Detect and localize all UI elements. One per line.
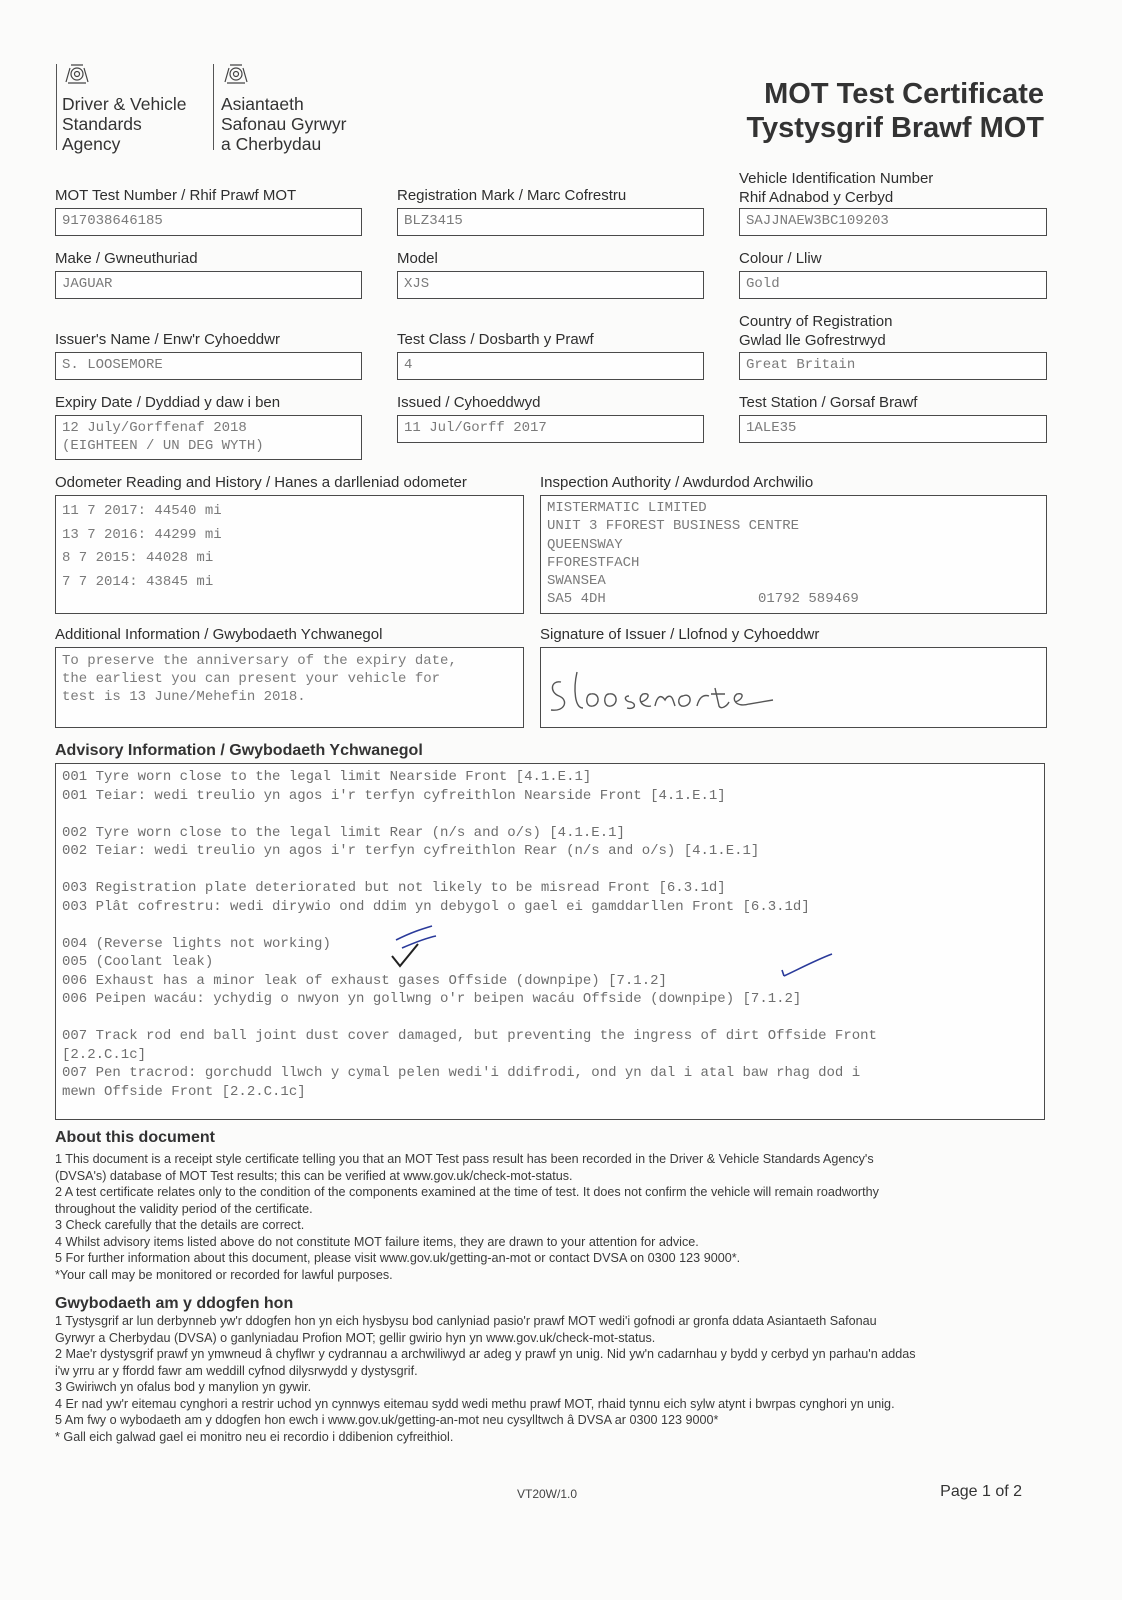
expiry-words: (EIGHTEEN / UN DEG WYTH) (62, 438, 264, 454)
agency-en-line1: Driver & Vehicle (62, 94, 187, 114)
inspection-line: QUEENSWAY (547, 536, 623, 553)
page-number: Page 1 of 2 (940, 1483, 1022, 1500)
agency-en-line3: Agency (62, 134, 121, 154)
about-line: 4 Whilst advisory items listed above do not constitute MOT failure items, they are drawn to your attention for advice. (55, 1234, 699, 1249)
logo-divider-right (213, 64, 214, 150)
vin-field: SAJJNAEW3BC109203 (739, 208, 1047, 236)
advisory-line (62, 805, 1038, 824)
model-label: Model (397, 250, 438, 267)
inspection-phone: 01792 589469 (758, 591, 859, 608)
about-line: i'w yrru ar y ffordd fawr am weddill cyfnod dilysrwydd y dystysgrif. (55, 1363, 418, 1378)
about-line: 1 Tystysgrif ar lun derbynneb yw'r ddogfen hon yn eich hysbysu bod canlyniad pasio'r prawf MOT wedi'i gofnodi ar gronfa ddata Asiantaeth Safonau (55, 1314, 877, 1328)
test-number-label: MOT Test Number / Rhif Prawf MOT (55, 187, 297, 204)
odometer-box (55, 495, 524, 614)
advisory-line: 002 Tyre worn close to the legal limit Rear (n/s and o/s) [4.1.E.1] (62, 824, 625, 841)
advisory-line: 007 Track rod end ball joint dust cover damaged, but preventing the ingress of dirt Offside Front (62, 1028, 877, 1044)
inspection-line: UNIT 3 FFOREST BUSINESS CENTRE (547, 518, 800, 535)
about-line: 2 A test certificate relates only to the condition of the components examined at the time of test. It does not confirm the vehicle will remain roadworthy (55, 1185, 879, 1199)
test-class-field: 4 (397, 352, 704, 380)
about-line: (DVSA's) database of MOT Test results; this can be verified at www.gov.uk/check-mot-status. (55, 1168, 573, 1183)
odometer-reading: 13 7 2016: 44299 mi (62, 526, 222, 543)
odometer-reading: 11 7 2017: 44540 mi (62, 503, 222, 519)
signature-label: Signature of Issuer / Llofnod y Cyhoeddwr (540, 626, 820, 643)
advisory-label: Advisory Information / Gwybodaeth Ychwanegol (55, 742, 423, 759)
advisory-line: mewn Offside Front [2.2.C.1c] (62, 1083, 306, 1100)
inspection-label: Inspection Authority / Awdurdod Archwilio (540, 474, 814, 491)
expiry-field (55, 415, 362, 460)
about-heading-cy: Gwybodaeth am y ddogfen hon (55, 1295, 294, 1312)
about-line: 4 Er nad yw'r eitemau cynghori a restrir uchod yn cynnwys eitemau sydd wedi methu prawf MOT, rhaid tynnu eich sylw atynt i bwrpas cynghori yn unig. (55, 1396, 895, 1411)
advisory-line (62, 1009, 1038, 1028)
inspection-line: FFORESTFACH (547, 554, 640, 571)
registration-field: BLZ3415 (397, 208, 704, 236)
test-number-field: 917038646185 (55, 208, 362, 236)
advisory-line (62, 861, 1038, 880)
about-line: 3 Gwiriwch yn ofalus bod y manylion yn gywir. (55, 1380, 312, 1394)
advisory-line: 003 Registration plate deteriorated but not likely to be misread Front [6.3.1d] (62, 880, 726, 896)
about-text-cy (55, 1313, 1065, 1445)
agency-name-cy (221, 94, 346, 154)
crest-icon (62, 62, 92, 91)
agency-cy-line3: a Cherbydau (221, 134, 322, 154)
page-title (746, 77, 1044, 145)
signature-box (540, 647, 1047, 728)
advisory-line: [2.2.C.1c] (62, 1046, 147, 1063)
issuer-label: Issuer's Name / Enw'r Cyhoeddwr (55, 331, 280, 348)
advisory-line: 006 Exhaust has a minor leak of exhaust gases Offside (downpipe) [7.1.2] (62, 972, 667, 989)
additional-line: the earliest you can present your vehicle for (62, 671, 441, 687)
advisory-line: 004 (Reverse lights not working) (62, 935, 331, 952)
test-station-field: 1ALE35 (739, 415, 1047, 443)
colour-field: Gold (739, 271, 1047, 299)
about-line: 3 Check carefully that the details are correct. (55, 1218, 305, 1232)
crest-icon (221, 62, 251, 91)
about-line: 5 Am fwy o wybodaeth am y ddogfen hon ewch i www.gov.uk/getting-an-mot neu cysylltwch â DVSA ar 0300 123 9000* (55, 1413, 719, 1427)
advisory-line: 001 Tyre worn close to the legal limit Nearside Front [4.1.E.1] (62, 769, 592, 785)
logo-divider-left (56, 64, 57, 150)
country-label (739, 312, 892, 350)
country-label-cy: Gwlad lle Gofrestrwyd (739, 332, 886, 349)
odometer-reading: 7 7 2014: 43845 mi (62, 573, 214, 590)
vin-label-cy: Rhif Adnabod y Cerbyd (739, 189, 894, 206)
about-line: throughout the validity period of the certificate. (55, 1201, 313, 1216)
advisory-line: 006 Peipen wacáu: ychydig o nwyon yn gollwng o'r beipen wacáu Offside (downpipe) [7.1.2] (62, 991, 802, 1007)
inspection-line: MISTERMATIC LIMITED (547, 500, 707, 516)
about-line: 2 Mae'r dystysgrif prawf yn ymwneud â chyflwr y cydrannau a archwiliwyd ar adeg y prawf yn unig. Nid yw'n cadarnhau y bydd y cerbyd yn parhau'n addas (55, 1347, 916, 1361)
about-heading-en: About this document (55, 1129, 215, 1146)
country-label-en: Country of Registration (739, 313, 893, 330)
advisory-line: 003 Plât cofrestru: wedi dirywio ond ddim yn debygol o gael ei gamddarllen Front [6.3.1d] (62, 898, 810, 915)
odometer-label: Odometer Reading and History / Hanes a darlleniad odometer (55, 474, 467, 491)
colour-label: Colour / Lliw (739, 250, 822, 267)
agency-name-en (62, 94, 187, 154)
signature-scribble (545, 660, 805, 720)
advisory-line: 001 Teiar: wedi treulio yn agos i'r terfyn cyfreithlon Nearside Front [4.1.E.1] (62, 787, 726, 804)
make-field: JAGUAR (55, 271, 362, 299)
additional-line: test is 13 June/Mehefin 2018. (62, 689, 306, 705)
inspection-box (540, 495, 1047, 614)
additional-label: Additional Information / Gwybodaeth Ychwanegol (55, 626, 383, 643)
test-class-label: Test Class / Dosbarth y Prawf (397, 331, 594, 348)
additional-line: To preserve the anniversary of the expiry date, (62, 653, 457, 669)
agency-cy-line2: Safonau Gyrwyr (221, 114, 347, 134)
issued-label: Issued / Cyhoeddwyd (397, 394, 541, 411)
expiry-label: Expiry Date / Dyddiad y daw i ben (55, 394, 281, 411)
model-field: XJS (397, 271, 704, 299)
vin-label-en: Vehicle Identification Number (739, 170, 934, 187)
vin-label (739, 169, 933, 207)
additional-box (55, 647, 524, 728)
issuer-field: S. LOOSEMORE (55, 352, 362, 380)
inspection-line: SA5 4DH (547, 591, 606, 608)
about-text-en (55, 1151, 1055, 1283)
expiry-date: 12 July/Gorffenaf 2018 (62, 420, 247, 436)
agency-cy-line1: Asiantaeth (221, 94, 304, 114)
odometer-reading: 8 7 2015: 44028 mi (62, 550, 214, 566)
inspection-postcode-row (547, 590, 1040, 608)
advisory-line (62, 916, 1038, 935)
about-line: * Gall eich galwad gael ei monitro neu ei recordio i ddibenion cyfreithiol. (55, 1429, 454, 1444)
about-line: 1 This document is a receipt style certificate telling you that an MOT Test pass result has been recorded in the Driver & Vehicle Standards Agency's (55, 1152, 874, 1166)
issued-field: 11 Jul/Gorff 2017 (397, 415, 704, 443)
advisory-box (55, 763, 1045, 1120)
inspection-line: SWANSEA (547, 573, 606, 590)
advisory-line: 007 Pen tracrod: gorchudd llwch y cymal pelen wedi'i ddifrodi, ond yn dal i atal baw rhag dod i (62, 1065, 861, 1081)
test-station-label: Test Station / Gorsaf Brawf (739, 394, 918, 411)
agency-en-line2: Standards (62, 114, 142, 134)
country-field: Great Britain (739, 352, 1047, 380)
form-code: VT20W/1.0 (517, 1487, 578, 1501)
registration-label: Registration Mark / Marc Cofrestru (397, 187, 627, 204)
title-en: MOT Test Certificate (764, 78, 1044, 110)
advisory-line: 002 Teiar: wedi treulio yn agos i'r terfyn cyfreithlon Rear (n/s and o/s) [4.1.E.1] (62, 843, 760, 859)
advisory-line: 005 (Coolant leak) (62, 954, 214, 970)
about-line: *Your call may be monitored or recorded for lawful purposes. (55, 1267, 393, 1282)
about-line: Gyrwyr a Cherbydau (DVSA) o ganlyniadau Profion MOT; gellir gwirio hyn yn www.gov.uk/check-mot-status. (55, 1330, 656, 1345)
title-cy: Tystysgrif Brawf MOT (746, 112, 1044, 144)
make-label: Make / Gwneuthuriad (55, 250, 198, 267)
about-line: 5 For further information about this document, please visit www.gov.uk/getting-an-mot or contact DVSA on 0300 123 9000*. (55, 1251, 741, 1265)
